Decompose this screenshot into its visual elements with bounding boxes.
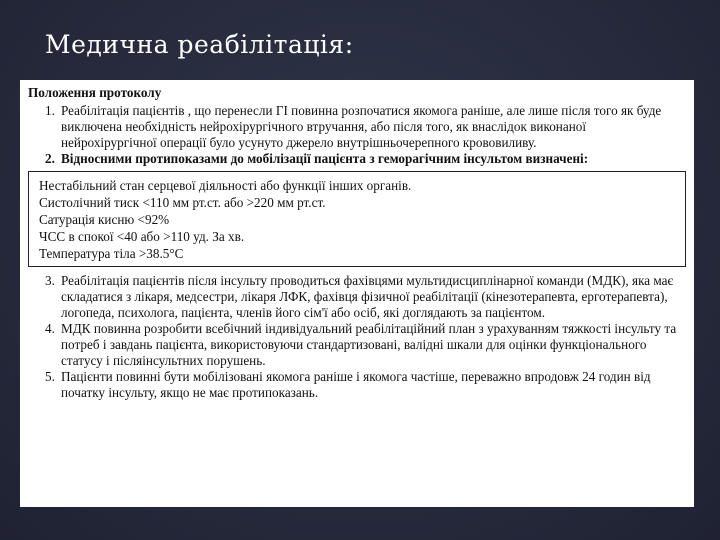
item-number: 3.	[45, 273, 55, 288]
item-number: 5.	[45, 369, 55, 384]
item-number: 2.	[45, 151, 55, 166]
item-text: Пацієнти повинні бути мобілізовані якомога раніше і якомога частіше, переважно впродовж 24 годин від початку інсульту, якщо не має протипоказань.	[61, 369, 651, 400]
item-number: 4.	[45, 321, 55, 336]
protocol-document	[20, 80, 694, 507]
protocol-item-5	[28, 369, 686, 401]
contraindication-row: Нестабільний стан серцевої діяльності або функції інших органів.	[39, 178, 412, 193]
contraindication-row: ЧСС в спокої <40 або >110 уд. За хв.	[39, 229, 245, 244]
slide-title: Медична реабілітація:	[45, 30, 354, 59]
protocol-item-2	[28, 151, 686, 167]
item-text: Реабілітація пацієнтів після інсульту проводиться фахівцями мультидисциплінарної команди (МДК), яка має складатися з лікаря, медсестри, лікаря ЛФК, фахівця фізичної реабілітації (кінезотерапевта, ерготерапевта), логопеда, психолога, пацієнта, членів його сім'ї або осіб, які доглядають за пацієнтом.	[61, 273, 674, 320]
contraindication-row: Температура тіла >38.5°С	[39, 246, 184, 261]
item-text: МДК повинна розробити всебічний індивідуальний реабілітаційний план з урахуванням тяжкості інсульту та потреб і завдань пацієнта, використовуючи стандартизовані, валідні шкали для оцінки функціонального статусу і післяінсультних порушень.	[61, 321, 677, 368]
item-text: Відносними протипоказами до мобілізації пацієнта з геморагічним інсультом визначені:	[61, 151, 589, 166]
contraindication-row: Сатурація кисню <92%	[39, 212, 170, 227]
contraindications-box	[28, 171, 686, 267]
item-text: Реабілітація пацієнтів , що перенесли ГІ повинна розпочатися якомога раніше, але лише після того як буде виключена необхідність нейрохірургічного втручання, або після того, як внаслідок виконаної нейрохірургічної операції було усунуто джерело внутрішньочерепного крововиливу.	[61, 103, 662, 150]
protocol-item-4	[28, 321, 686, 369]
protocol-item-1	[28, 103, 686, 151]
protocol-item-3	[28, 273, 686, 321]
item-number: 1.	[45, 103, 55, 118]
protocol-heading: Положення протоколу	[28, 85, 162, 100]
contraindication-row: Систолічний тиск <110 мм рт.ст. або >220 мм рт.ст.	[39, 195, 326, 210]
